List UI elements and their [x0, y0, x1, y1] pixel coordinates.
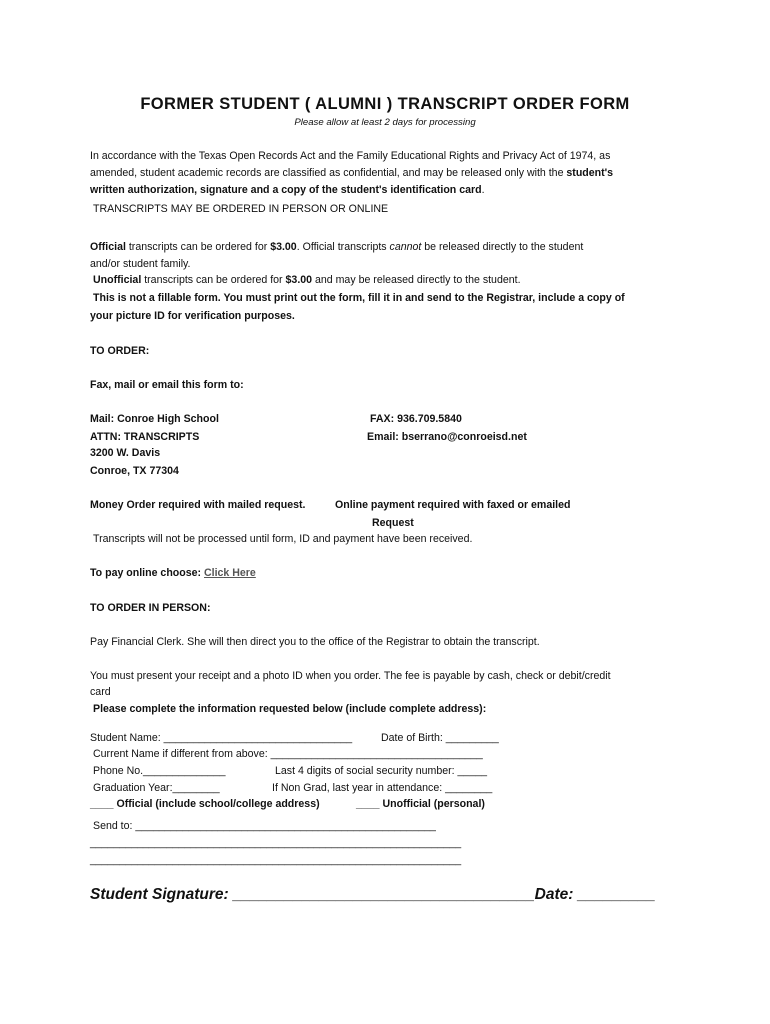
- processing-note: Transcripts will not be processed until form, ID and payment have been received.: [93, 533, 473, 545]
- online-payment-note: Online payment required with faxed or emailed: [335, 499, 571, 511]
- send-to-line-3: _______________________________________________________________: [90, 854, 462, 866]
- official-label: Official: [90, 241, 126, 253]
- mail-address-line-3: 3200 W. Davis: [90, 447, 161, 459]
- official-pricing-line: [90, 241, 583, 253]
- intro-line-3-bold: written authorization, signature and a copy of the student's identification card: [90, 184, 482, 196]
- date-blank: _________: [577, 886, 656, 903]
- current-name-field: Current Name if different from above: ____________________________________: [93, 748, 483, 760]
- intro-line-3-end: .: [481, 184, 485, 196]
- page-title: FORMER STUDENT ( ALUMNI ) TRANSCRIPT ORDER FORM: [140, 95, 630, 113]
- unofficial-text-2: and may be released directly to the student.: [312, 274, 521, 286]
- mail-address-line-1: Mail: Conroe High School: [90, 413, 219, 425]
- not-fillable-notice: This is not a fillable form. You must print out the form, fill it in and send to the Registrar, include a copy of: [93, 292, 625, 304]
- non-grad-field: If Non Grad, last year in attendance: ________: [272, 782, 493, 794]
- signature-blank: ___________________________________: [232, 886, 535, 903]
- email-address: Email: bserrano@conroeisd.net: [367, 431, 527, 443]
- ssn-field: Last 4 digits of social security number: _____: [275, 765, 487, 777]
- official-price: $3.00: [270, 241, 297, 253]
- intro-line-1: In accordance with the Texas Open Records Act and the Family Educational Rights and Privacy Act of 1974, as: [90, 150, 611, 162]
- intro-line-2-bold: student's: [566, 167, 614, 179]
- pay-online-label: To pay online choose:: [90, 567, 204, 579]
- to-order-heading: TO ORDER:: [90, 345, 150, 357]
- complete-info-instruction: Please complete the information requested below (include complete address):: [93, 703, 487, 715]
- official-text-3: be released directly to the student: [421, 241, 584, 253]
- official-text-2: . Official transcripts: [296, 241, 390, 253]
- unofficial-pricing-line: [93, 274, 521, 286]
- date-of-birth-field: Date of Birth: _________: [381, 732, 499, 744]
- official-option: ____ Official (include school/college address): [90, 798, 320, 810]
- order-methods-note: TRANSCRIPTS MAY BE ORDERED IN PERSON OR ONLINE: [93, 203, 389, 215]
- click-here-link[interactable]: Click Here: [204, 567, 256, 579]
- phone-field: Phone No.______________: [93, 765, 226, 777]
- student-name-field: Student Name: ________________________________: [90, 732, 353, 744]
- date-label: Date:: [534, 886, 578, 903]
- official-text-1: transcripts can be ordered for: [125, 241, 271, 253]
- unofficial-price: $3.00: [285, 274, 313, 286]
- in-person-heading: TO ORDER IN PERSON:: [90, 602, 211, 614]
- unofficial-option: ____ Unofficial (personal): [356, 798, 485, 810]
- online-payment-note-2: Request: [372, 517, 414, 529]
- intro-line-3: [90, 184, 485, 196]
- in-person-line-3: card: [90, 686, 111, 698]
- in-person-line-1: Pay Financial Clerk. She will then direct you to the office of the Registrar to obtain the transcript.: [90, 636, 540, 648]
- official-cannot: cannot: [389, 241, 422, 253]
- page-subtitle: Please allow at least 2 days for processing: [294, 117, 476, 128]
- intro-line-2: [90, 167, 613, 179]
- unofficial-label: Unofficial: [93, 274, 142, 286]
- graduation-year-field: Graduation Year:________: [93, 782, 220, 794]
- official-pricing-line-2: and/or student family.: [90, 258, 191, 270]
- money-order-note: Money Order required with mailed request.: [90, 499, 306, 511]
- signature-label: Student Signature:: [90, 886, 233, 903]
- unofficial-text-1: transcripts can be ordered for: [141, 274, 286, 286]
- not-fillable-notice-2: your picture ID for verification purposes.: [90, 310, 295, 322]
- pay-online-line: [90, 567, 256, 579]
- signature-line: [90, 886, 655, 904]
- intro-line-2-text: amended, student academic records are classified as confidential, and may be released only with the: [90, 167, 567, 179]
- in-person-line-2: You must present your receipt and a photo ID when you order. The fee is payable by cash, check or debit/credit: [90, 670, 611, 682]
- send-to-field: Send to: ___________________________________________________: [93, 820, 436, 832]
- mail-address-line-4: Conroe, TX 77304: [90, 465, 179, 477]
- fax-mail-email-label: Fax, mail or email this form to:: [90, 379, 244, 391]
- mail-address-line-2: ATTN: TRANSCRIPTS: [90, 431, 200, 443]
- fax-number: FAX: 936.709.5840: [370, 413, 462, 425]
- send-to-line-2: _______________________________________________________________: [90, 837, 462, 849]
